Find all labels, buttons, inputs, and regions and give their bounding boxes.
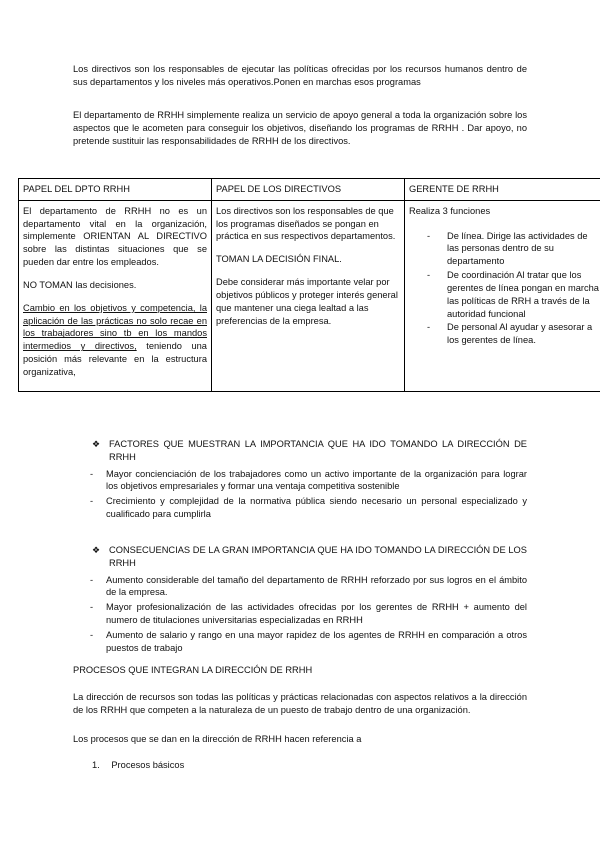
diamond-bullet-icon: ❖ [92,439,101,449]
list-number: 1. [92,760,100,770]
list-item: - Aumento considerable del tamaño del departamento de RRHH reforzado por sus logros en el ámbito de la empresa. [90,574,527,600]
list-item: - De línea. Dirige las actividades de las personas dentro de su departamento [409,230,599,268]
factores-section [92,438,527,523]
dpto-p3-rest: teniendo una posición más relevante en la estructura organizativa, [23,341,207,377]
cell-dpto-rrhh [19,200,212,391]
intro-paragraph-1: Los directivos son los responsables de ejecutar las políticas ofrecidas por los recursos humanos dentro de sus departamentos y los niveles más operativos.Ponen en marchas esos programas [73,64,527,87]
dpto-p1: El departamento de RRHH no es un departamento vital en la organización, simplemente ORIENTAN AL DIRECTIVO sobre las distintas situaciones que se pueden dar entre los empleados. [23,205,207,268]
diamond-bullet-icon: ❖ [92,545,101,555]
procesos-heading: PROCESOS QUE INTEGRAN LA DIRECCIÓN DE RRHH [73,665,313,675]
roles-table [18,178,600,392]
consecuencias-section [92,544,527,657]
directivos-p2: TOMAN LA DECISIÓN FINAL. [216,254,342,265]
list-item: - Mayor profesionalización de las actividades ofrecidas por los gerentes de RRHH + aumento del numero de titulaciones universitarias especializadas en RRHH [90,601,527,627]
dpto-p2: NO TOMAN las decisiones. [23,279,137,290]
factores-heading: FACTORES QUE MUESTRAN LA IMPORTANCIA QUE HA IDO TOMANDO LA DIRECCIÓN DE RRHH [109,439,527,462]
cell-directivos [212,200,405,391]
header-dpto-rrhh: PAPEL DEL DPTO RRHH [19,179,212,201]
directivos-p3: Debe considerar más importante velar por objetivos públicos y proteger interés general que mantener una ciega lealtad a las preferencias de la empresa. [216,277,398,326]
procesos-paragraph-1: La dirección de recursos son todas las políticas y prácticas relacionadas con aspectos relativos a la dirección de los RRHH que competen a la naturaleza de un puesto de trabajo dentro de una organización. [73,692,527,715]
cell-gerente [405,200,600,391]
header-directivos: PAPEL DE LOS DIRECTIVOS [212,179,405,201]
header-gerente: GERENTE DE RRHH [405,179,600,201]
dpto-p3 [23,302,207,379]
list-item: - De coordinación Al tratar que los gerentes de línea pongan en marcha las políticas de RRH a través de la autoridad funcional [409,269,599,320]
list-item: - Crecimiento y complejidad de la normativa pública siendo necesario un personal especializado y cualificado para cumplirla [90,495,527,521]
gerente-intro: Realiza 3 funciones [409,205,491,216]
list-item: - Aumento de salario y rango en una mayor rapidez de los agentes de RRHH en comparación a otros puestos de trabajo [90,629,527,655]
gerente-functions [409,230,599,347]
list-item-label: Procesos básicos [111,760,185,770]
table-header-row [19,179,600,201]
directivos-p1: Los directivos son los responsables de que los programas diseñados se pongan en práctica en sus respectivos departamentos. [216,205,396,242]
intro-paragraph-2: El departamento de RRHH simplemente realiza un servicio de apoyo general a toda la organización sobre los aspectos que le acometen para conseguir los objetivos, diseñando los programas de RRHH . Dar apoyo, no pretende sustituir las responsabilidades de RRHH de los directivos. [73,110,527,146]
table-row [19,200,600,391]
procesos-list-item [92,759,184,772]
dpto-p3-underlined: Cambio en los objetivos y competencia, la aplicación de las prácticas no solo recae en los trabajadores sino tb en los mandos intermedios y directivos, [23,302,207,352]
consecuencias-heading: CONSECUENCIAS DE LA GRAN IMPORTANCIA QUE HA IDO TOMANDO LA DIRECCIÓN DE LOS RRHH [109,545,527,568]
procesos-paragraph-2: Los procesos que se dan en la dirección de RRHH hacen referencia a [73,734,362,744]
list-item: - Mayor concienciación de los trabajadores como un activo importante de la organización para lograr los objetivos empresariales y formar una ventaja competitiva sostenible [90,468,527,494]
list-item: - De personal Al ayudar y asesorar a los gerentes de línea. [409,321,599,347]
